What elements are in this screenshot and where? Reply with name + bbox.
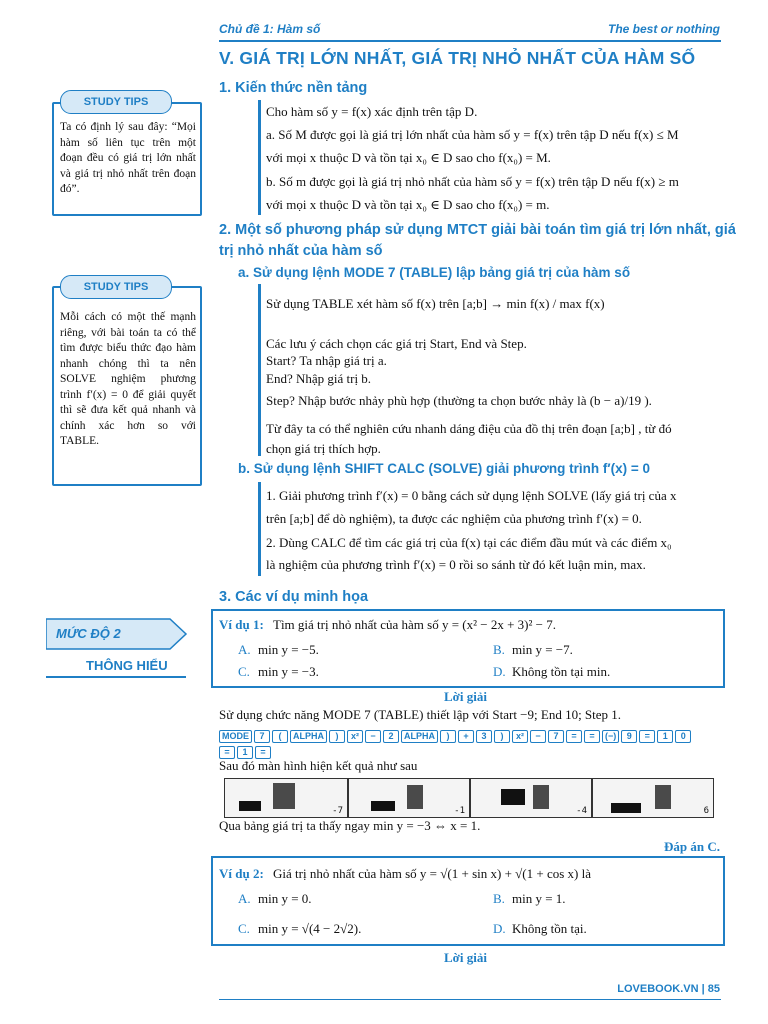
row1-key-8: ALPHA bbox=[401, 730, 438, 743]
row1-key-10: + bbox=[458, 730, 474, 743]
sub-b-bar bbox=[258, 482, 261, 576]
ex1-opt-c-key: C. bbox=[238, 664, 250, 679]
row1-key-7: 2 bbox=[383, 730, 399, 743]
row1-key-1: 7 bbox=[254, 730, 270, 743]
row1-key-13: x² bbox=[512, 730, 528, 743]
footer-sep: | bbox=[701, 983, 708, 995]
row1-key-2: ( bbox=[272, 730, 288, 743]
ex1-opt-c: min y = −3. bbox=[258, 664, 319, 679]
row1-key-9: ) bbox=[440, 730, 456, 743]
calc-screen-4 bbox=[592, 778, 714, 818]
sub-a-heading: a. Sử dụng lệnh MODE 7 (TABLE) lập bảng giá trị của hàm số bbox=[238, 265, 631, 280]
row2-key-1: 1 bbox=[237, 746, 253, 759]
section-3-heading: 3. Các ví dụ minh họa bbox=[219, 589, 369, 605]
study-tip-2-label: STUDY TIPS bbox=[60, 275, 172, 299]
sub-a-line-2: Start? Ta nhập giá trị a. bbox=[266, 353, 387, 368]
calc-screen-3 bbox=[470, 778, 592, 818]
level-bottom: THÔNG HIỂU bbox=[86, 658, 168, 673]
row1-key-15: 7 bbox=[548, 730, 564, 743]
sec1-line-0: Cho hàm số y = f(x) xác định trên tập D. bbox=[266, 104, 478, 119]
ex1-opt-d: Không tồn tại min. bbox=[512, 664, 611, 679]
study-tip-1-label: STUDY TIPS bbox=[60, 90, 172, 114]
ex1-opt-a: min y = −5. bbox=[258, 642, 319, 657]
sub-a-line-3: End? Nhập giá trị b. bbox=[266, 371, 372, 386]
calc-screen-3-value: -4 bbox=[576, 806, 587, 816]
ex2-label: Ví dụ 2: bbox=[219, 866, 264, 881]
slogan-header: The best or nothing bbox=[608, 22, 720, 36]
ex1-opt-b-key: B. bbox=[493, 642, 505, 657]
footer-site: LOVEBOOK.VN bbox=[617, 983, 699, 995]
ex1-label: Ví dụ 1: bbox=[219, 617, 264, 632]
calc-screen-2 bbox=[348, 778, 470, 818]
header-rule bbox=[219, 40, 721, 42]
page-title: V. GIÁ TRỊ LỚN NHẤT, GIÁ TRỊ NHỎ NHẤT CỦA HÀM SỐ bbox=[219, 48, 696, 68]
row1-key-5: x² bbox=[347, 730, 363, 743]
level-badge bbox=[46, 618, 188, 680]
row1-key-12: ) bbox=[494, 730, 510, 743]
sub-a-line-1: Các lưu ý cách chọn các giá trị Start, End và Step. bbox=[266, 336, 527, 351]
ex2-opt-c: min y = √(4 − 2√2). bbox=[258, 921, 362, 936]
ex2-opt-b: min y = 1. bbox=[512, 891, 566, 906]
sol1-heading: Lời giải bbox=[444, 689, 487, 704]
sub-b-line-1: trên [a;b] để dò nghiệm), ta được các nghiệm của phương trình f′(x) = 0. bbox=[266, 511, 642, 526]
chapter-header: Chủ đề 1: Hàm số bbox=[219, 22, 321, 36]
row2-key-0: = bbox=[219, 746, 235, 759]
sub-b-line-3: là nghiệm của phương trình f′(x) = 0 rồi so sánh từ đó kết luận min, max. bbox=[266, 557, 646, 572]
ex1-opt-d-key: D. bbox=[493, 664, 506, 679]
ex1-question: Tìm giá trị nhỏ nhất của hàm số y = (x² − 2x + 3)² − 7. bbox=[273, 617, 556, 632]
footer bbox=[617, 983, 720, 995]
sub-b-heading: b. Sử dụng lệnh SHIFT CALC (SOLVE) giải phương trình f′(x) = 0 bbox=[238, 461, 650, 476]
sub-b-line-2: 2. Dùng CALC để tìm các giá trị của f(x) tại các điểm đầu mút và các điểm x₀ bbox=[266, 535, 672, 550]
row1-key-11: 3 bbox=[476, 730, 492, 743]
study-tip-2-text: Mỗi cách có một thế mạnh riêng, với bài toán ta có thể tìm được biểu thức đạo hàm nhanh chóng thì ta nên SOLVE nghiệm phương trình f′(x) = 0 để giải quyết thì sẽ đưa kết quả nhanh và chính xác hơn so với TABLE. bbox=[60, 311, 196, 447]
row1-key-20: = bbox=[639, 730, 655, 743]
ex2-opt-c-key: C. bbox=[238, 921, 250, 936]
sol2-heading: Lời giải bbox=[444, 950, 487, 965]
row1-key-3: ALPHA bbox=[290, 730, 327, 743]
row2-key-2: = bbox=[255, 746, 271, 759]
row1-key-17: = bbox=[584, 730, 600, 743]
ex2-opt-d-key: D. bbox=[493, 921, 506, 936]
level-underline bbox=[46, 676, 186, 678]
row1-key-19: 9 bbox=[621, 730, 637, 743]
row1-key-21: 1 bbox=[657, 730, 673, 743]
ex2-opt-a: min y = 0. bbox=[258, 891, 312, 906]
ex2-opt-a-key: A. bbox=[238, 891, 251, 906]
row1-key-18: (−) bbox=[602, 730, 619, 743]
sub-a-line-5: Từ đây ta có thể nghiên cứu nhanh dáng điệu của đồ thị trên đoạn [a;b] , từ đó bbox=[266, 421, 672, 436]
sub-b-line-0: 1. Giải phương trình f′(x) = 0 bằng cách sử dụng lệnh SOLVE (lấy giá trị của x bbox=[266, 488, 677, 503]
sol1-keys-row-1 bbox=[219, 727, 693, 743]
sol1-line-3: Qua bảng giá trị ta thấy ngay min y = −3 ⇔ x = 1. bbox=[219, 818, 481, 833]
ex1-opt-a-key: A. bbox=[238, 642, 251, 657]
section-1-heading: 1. Kiến thức nền tảng bbox=[219, 80, 368, 96]
calc-screen-1 bbox=[224, 778, 348, 818]
row1-key-16: = bbox=[566, 730, 582, 743]
ex2-question: Giá trị nhỏ nhất của hàm số y = √(1 + sin x) + √(1 + cos x) là bbox=[273, 866, 591, 881]
level-top: MỨC ĐỘ 2 bbox=[56, 626, 121, 641]
footer-rule bbox=[219, 999, 721, 1000]
sol1-keys-row-2 bbox=[219, 743, 273, 759]
sub-a-bar bbox=[258, 284, 261, 456]
row1-key-6: − bbox=[365, 730, 381, 743]
section-2-heading-l2: trị nhỏ nhất của hàm số bbox=[219, 243, 383, 259]
sol1-line-1: Sử dụng chức năng MODE 7 (TABLE) thiết lập với Start −9; End 10; Step 1. bbox=[219, 707, 622, 722]
calc-screen-4-value: 6 bbox=[703, 806, 709, 816]
section-1-bar bbox=[258, 100, 261, 215]
ex2-opt-d: Không tồn tại. bbox=[512, 921, 587, 936]
row1-key-0: MODE bbox=[219, 730, 252, 743]
row1-key-22: 0 bbox=[675, 730, 691, 743]
ex2-opt-b-key: B. bbox=[493, 891, 505, 906]
sec1-line-4: với mọi x thuộc D và tồn tại x₀ ∈ D sao cho f(x₀) = m. bbox=[266, 197, 550, 212]
section-2-heading-l1: 2. Một số phương pháp sử dụng MTCT giải bài toán tìm giá trị lớn nhất, giá bbox=[219, 222, 736, 238]
sol1-answer: Đáp án C. bbox=[664, 839, 720, 854]
sol1-line-2: Sau đó màn hình hiện kết quả như sau bbox=[219, 758, 418, 773]
sub-a-line-6: chọn giá trị thích hợp. bbox=[266, 441, 381, 456]
row1-key-14: − bbox=[530, 730, 546, 743]
sec1-line-1: a. Số M được gọi là giá trị lớn nhất của hàm số y = f(x) trên tập D nếu f(x) ≤ M bbox=[266, 127, 679, 142]
sec1-line-3: b. Số m được gọi là giá trị nhỏ nhất của hàm số y = f(x) trên tập D nếu f(x) ≥ m bbox=[266, 174, 679, 189]
footer-page-number: 85 bbox=[707, 983, 720, 995]
ex1-opt-b: min y = −7. bbox=[512, 642, 573, 657]
study-tip-1-text: Ta có định lý sau đây: “Mọi hàm số liên tục trên một đoạn đều có giá trị lớn nhất và giá trị nhỏ nhất trên đoạn đó”. bbox=[60, 121, 196, 195]
sub-a-line-4: Step? Nhập bước nhảy phù hợp (thường ta chọn bước nhảy là (b − a)/19 ). bbox=[266, 393, 652, 408]
row1-key-4: ) bbox=[329, 730, 345, 743]
sec1-line-2: với mọi x thuộc D và tồn tại x₀ ∈ D sao cho f(x₀) = M. bbox=[266, 150, 551, 165]
calc-screen-2-value: -1 bbox=[454, 806, 465, 816]
sub-a-line-0: Sử dụng TABLE xét hàm số f(x) trên [a;b] → min f(x) / max f(x) bbox=[266, 296, 605, 311]
calc-screen-1-value: -7 bbox=[332, 806, 343, 816]
